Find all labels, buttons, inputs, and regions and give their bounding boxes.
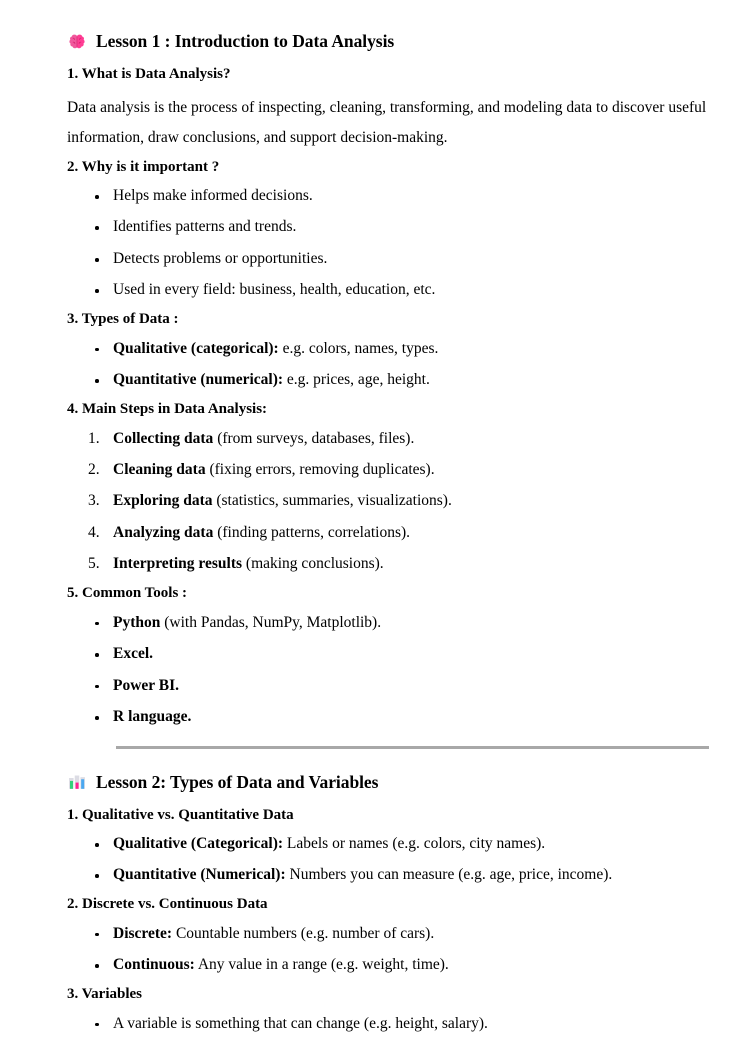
lesson-2-block [67,771,709,1035]
list-item [67,249,709,270]
list-item-lead: Interpreting results [113,555,243,573]
lesson-1-block [67,30,709,728]
list-item-text: Labels or names (e.g. colors, city names). [283,835,546,853]
section-heading-common-tools: 5. Common Tools : [67,585,188,602]
list-item-text: A variable is something that can change (e.g. height, salary). [113,1014,488,1032]
list-item [67,523,709,544]
list-why-important [67,186,709,301]
list-item [67,707,709,728]
section-heading-what-is-data-analysis: 1. What is Data Analysis? [67,65,231,82]
list-item [67,676,709,697]
section-heading-main-steps: 4. Main Steps in Data Analysis: [67,401,268,418]
paragraph-data-analysis-definition: Data analysis is the process of inspecting, cleaning, transforming, and modeling data to discover useful information, draw conclusions, and support decision-making. [67,99,707,147]
section-heading-why-important: 2. Why is it important ? [67,158,220,175]
list-item [67,834,709,855]
list-qualitative-vs-quantitative [67,834,709,886]
list-item [67,1014,709,1035]
list-item [67,554,709,575]
list-item [67,339,709,360]
lesson-2-heading [67,771,709,795]
list-item-text: Countable numbers (e.g. number of cars). [172,924,435,942]
list-item [67,613,709,634]
list-common-tools [67,613,709,728]
list-item [67,429,709,450]
list-item-text: (from surveys, databases, files). [213,429,415,447]
list-item [67,186,709,207]
list-item-lead: Qualitative (categorical): [113,339,279,357]
list-item [67,955,709,976]
section-heading-variables: 3. Variables [67,986,143,1003]
list-item-text: Used in every field: business, health, education, etc. [113,281,436,299]
list-discrete-vs-continuous [67,924,709,976]
section-heading-discrete-vs-continuous: 2. Discrete vs. Continuous Data [67,896,268,913]
list-item-lead: R language. [113,707,192,725]
list-item-text: (making conclusions). [242,555,384,573]
lesson-2-title-text: Lesson 2: Types of Data and Variables [96,771,379,792]
lesson-1-title-text: Lesson 1 : Introduction to Data Analysis [96,31,395,51]
list-item-lead: Qualitative (Categorical): [113,835,284,853]
list-item [67,280,709,301]
list-item [67,460,709,481]
list-item-lead: Analyzing data [113,523,214,541]
list-item-text: (fixing errors, removing duplicates). [205,461,435,479]
section-heading-types-of-data: 3. Types of Data : [67,311,179,328]
list-item-text: e.g. colors, names, types. [278,339,439,357]
list-item-text: (with Pandas, NumPy, Matplotlib). [160,613,382,631]
list-item [67,370,709,391]
list-variables [67,1014,709,1035]
brain-emoji [67,32,87,52]
list-item-text: (statistics, summaries, visualizations). [212,492,452,510]
list-item-text: Helps make informed decisions. [113,187,313,205]
list-item-text: Any value in a range (e.g. weight, time). [194,956,449,974]
list-item-lead: Python [113,613,161,631]
list-item-lead: Continuous: [113,956,195,974]
list-item [67,644,709,665]
list-item-lead: Quantitative (numerical): [113,371,284,389]
list-item [67,865,709,886]
list-item-lead: Exploring data [113,492,213,510]
list-main-steps [67,429,709,576]
list-item [67,217,709,238]
list-item [67,924,709,945]
list-item-lead: Discrete: [113,924,173,942]
list-item-text: Identifies patterns and trends. [113,218,297,236]
section-heading-qualitative-vs-quantitative: 1. Qualitative vs. Quantitative Data [67,806,294,823]
list-item-text: Numbers you can measure (e.g. age, price, income). [285,866,613,884]
list-item-lead: Excel. [113,645,154,663]
list-item-lead: Collecting data [113,429,214,447]
list-item-lead: Quantitative (Numerical): [113,866,286,884]
list-item-lead: Cleaning data [113,461,206,479]
list-item-text: (finding patterns, correlations). [213,523,411,541]
document-content [67,30,709,1035]
section-divider [116,746,709,749]
lesson-1-heading [67,30,709,54]
list-item [67,491,709,512]
list-item-text: e.g. prices, age, height. [283,371,430,389]
bar-chart-emoji [67,773,87,793]
list-item-text: Detects problems or opportunities. [113,249,328,267]
list-types-of-data [67,339,709,391]
list-item-lead: Power BI. [113,676,180,694]
